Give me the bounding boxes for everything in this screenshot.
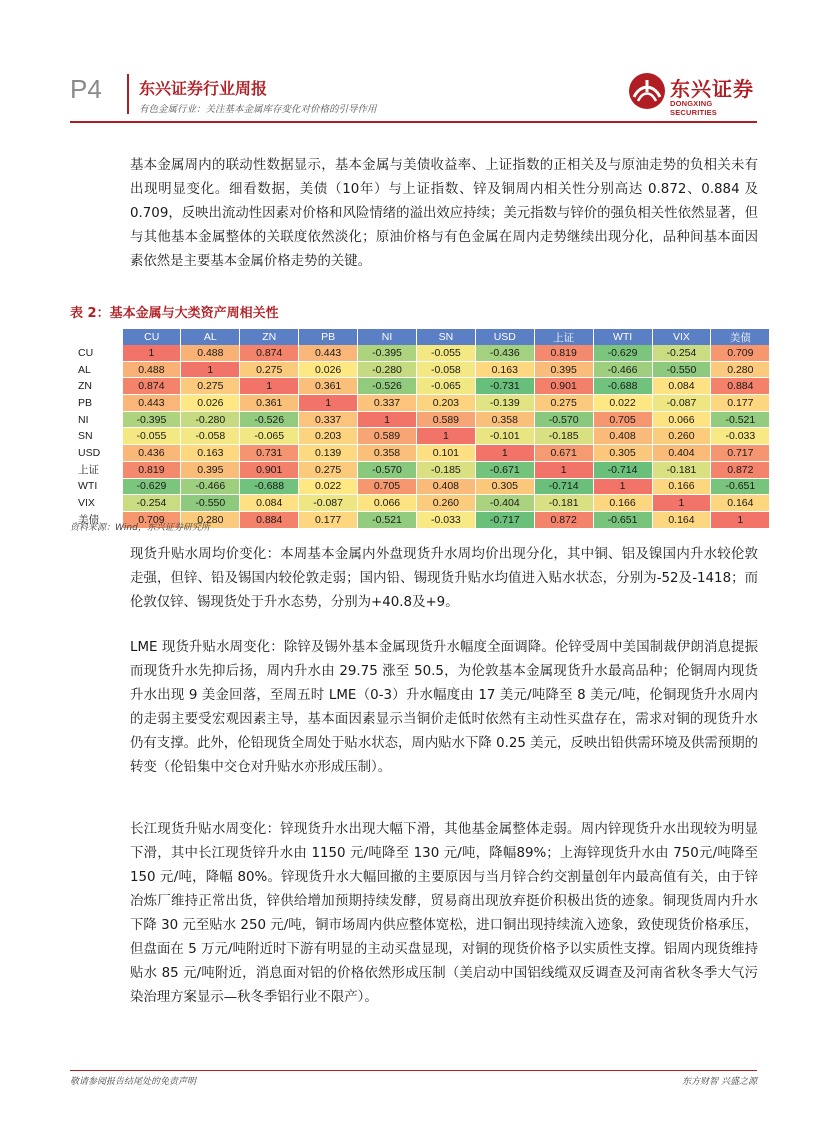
table-cell: 0.395	[534, 361, 593, 378]
table-cell: 0.203	[299, 428, 358, 445]
table-cell: 1	[416, 428, 475, 445]
table-cell: 0.275	[534, 395, 593, 412]
table-cell: 0.901	[240, 461, 299, 478]
table-cell: -0.629	[593, 345, 652, 361]
table-cell: -0.280	[181, 411, 240, 428]
table-cell: -0.717	[475, 511, 534, 528]
column-header: ZN	[240, 329, 299, 345]
table-cell: -0.280	[358, 361, 417, 378]
table-row	[70, 361, 770, 378]
column-header: 美债	[711, 329, 770, 345]
table-cell: -0.550	[652, 361, 711, 378]
table-cell: 0.280	[181, 511, 240, 528]
table-cell: 0.731	[240, 445, 299, 462]
table-cell: -0.466	[181, 478, 240, 495]
table-cell: 0.872	[534, 511, 593, 528]
paragraph-spot-premium: 现货升贴水周均价变化：本周基本金属内外盘现货升水周均价出现分化，其中铜、铝及镍国内升水较伦敦走强，但锌、铅及锡国内较伦敦走弱；国内铅、锡现货升贴水均值进入贴水状态，分别为-52及-1418；而伦敦仅锌、锡现货处于升水态势，分别为+40.8及+9。	[130, 547, 758, 610]
table-cell: 0.337	[358, 395, 417, 412]
table-cell: 0.358	[358, 445, 417, 462]
row-label: VIX	[70, 495, 123, 512]
table-cell: 0.408	[416, 478, 475, 495]
table-cell: 0.884	[240, 511, 299, 528]
table-cell: 0.705	[593, 411, 652, 428]
table-row	[70, 395, 770, 412]
table-cell: 0.305	[475, 478, 534, 495]
table-cell: 0.084	[240, 495, 299, 512]
table-cell: -0.526	[358, 378, 417, 395]
table-row	[70, 411, 770, 428]
table-cell: -0.688	[593, 378, 652, 395]
intro-paragraph: 基本金属周内的联动性数据显示，基本金属与美债收益率、上证指数的正相关及与原油走势的负相关未有出现明显变化。细看数据，美债（10年）与上证指数、锌及铜周内相关性分别高达 0.872、0.884 及 0.709，反映出流动性因素对价格和风险情绪的溢出效应持续；美元指数与锌价的强负相关性依然显著，但与其他基本金属整体的关联度依然淡化；原油价格与有色金属在周内走势继续出现分化，品种间基本面因素依然是主要基本金属价格走势的关键。	[130, 158, 758, 269]
table-row	[70, 478, 770, 495]
table-cell: 0.022	[593, 395, 652, 412]
table-cell: 0.163	[475, 361, 534, 378]
table-cell: 1	[299, 395, 358, 412]
table-cell: -0.521	[358, 511, 417, 528]
column-header: WTI	[593, 329, 652, 345]
row-label: WTI	[70, 478, 123, 495]
table-cell: -0.651	[593, 511, 652, 528]
row-label: 上证	[70, 461, 123, 478]
table-cell: 0.408	[593, 428, 652, 445]
table-cell: -0.055	[123, 428, 181, 445]
table-cell: 0.361	[240, 395, 299, 412]
table-cell: 0.488	[123, 361, 181, 378]
table-source: 资料来源：Wind，东兴证券研究所	[70, 523, 210, 533]
row-label: SN	[70, 428, 123, 445]
table-cell: 0.819	[534, 345, 593, 361]
company-logo	[628, 70, 758, 116]
table-row	[70, 445, 770, 462]
table-cell: -0.058	[416, 361, 475, 378]
table-cell: 0.874	[240, 345, 299, 361]
table-cell: 0.901	[534, 378, 593, 395]
row-label: PB	[70, 395, 123, 412]
table-cell: -0.714	[593, 461, 652, 478]
page-number: P4	[70, 74, 102, 104]
table-cell: 1	[181, 361, 240, 378]
table-cell: 0.275	[181, 378, 240, 395]
table-cell: -0.395	[358, 345, 417, 361]
row-label: CU	[70, 345, 123, 361]
table-cell: -0.181	[652, 461, 711, 478]
table-cell: 0.101	[416, 445, 475, 462]
table-cell: -0.521	[711, 411, 770, 428]
table-cell: 0.164	[711, 495, 770, 512]
table-cell: 0.260	[416, 495, 475, 512]
table-row	[70, 461, 770, 478]
table-cell: -0.651	[711, 478, 770, 495]
table-cell: -0.087	[299, 495, 358, 512]
footer-slogan: 东方财智 兴盛之源	[682, 1077, 757, 1087]
footer-rule	[70, 1070, 757, 1071]
table-cell: -0.055	[416, 345, 475, 361]
column-header: CU	[123, 329, 181, 345]
table-cell: -0.065	[240, 428, 299, 445]
table-cell: 0.709	[711, 345, 770, 361]
table-cell: 0.819	[123, 461, 181, 478]
table-cell: 0.884	[711, 378, 770, 395]
table-cell: 1	[240, 378, 299, 395]
table-cell: 1	[358, 411, 417, 428]
column-header: PB	[299, 329, 358, 345]
table-cell: -0.181	[534, 495, 593, 512]
table-cell: 1	[593, 478, 652, 495]
table-cell: -0.185	[534, 428, 593, 445]
column-header: AL	[181, 329, 240, 345]
table-cell: -0.714	[534, 478, 593, 495]
table-cell: 1	[475, 445, 534, 462]
table-cell: 0.022	[299, 478, 358, 495]
table-cell: 0.358	[475, 411, 534, 428]
table-cell: -0.570	[358, 461, 417, 478]
row-label: ZN	[70, 378, 123, 395]
table-cell: 0.589	[416, 411, 475, 428]
table-cell: 0.709	[123, 511, 181, 528]
table-cell: 0.872	[711, 461, 770, 478]
table-row	[70, 345, 770, 361]
footer-disclaimer: 敬请参阅报告结尾处的免责声明	[70, 1077, 197, 1087]
table-cell: -0.688	[240, 478, 299, 495]
table-cell: 0.260	[652, 428, 711, 445]
table-cell: 0.589	[358, 428, 417, 445]
table-cell: -0.139	[475, 395, 534, 412]
table-caption: 表 2：基本金属与大类资产周相关性	[70, 306, 279, 321]
table-cell: -0.101	[475, 428, 534, 445]
table-cell: 1	[123, 345, 181, 361]
report-subtitle: 有色金属行业：关注基本金属库存变化对价格的引导作用	[139, 104, 377, 115]
table-cell: 0.337	[299, 411, 358, 428]
table-cell: 0.280	[711, 361, 770, 378]
table-row	[70, 495, 770, 512]
paragraph-lme-premium: LME 现货升贴水周变化：除锌及锡外基本金属现货升水幅度全面调降。伦锌受周中美国制裁伊朗消息提振而现货升水先抑后扬，周内升水由 29.75 涨至 50.5，为伦敦基本金属现货升水最高品种；伦铜周内现货升水出现 9 美金回落，至周五时 LME（0-3）升水幅度由 17 美元/吨降至 8 美元/吨，伦铜现货升水周内的走弱主要受宏观因素主导，基本面因素显示当铜价走低时依然有主动性买盘存在，需求对铜的现货升水仍有支撑。此外，伦铅现货全周处于贴水状态，周内贴水下降 0.25 美元，反映出铅供需环境及供需预期的转变（伦铅集中交仓对升贴水亦形成压制）。	[130, 640, 758, 775]
table-cell: 0.436	[123, 445, 181, 462]
table-cell: -0.033	[416, 511, 475, 528]
table-cell: -0.404	[475, 495, 534, 512]
table-cell: 0.066	[652, 411, 711, 428]
table-cell: 0.275	[299, 461, 358, 478]
column-header: USD	[475, 329, 534, 345]
table-cell: -0.254	[652, 345, 711, 361]
table-cell: -0.058	[181, 428, 240, 445]
table-cell: 0.163	[181, 445, 240, 462]
table-cell: -0.526	[240, 411, 299, 428]
table-cell: 0.166	[652, 478, 711, 495]
table-cell: 0.404	[652, 445, 711, 462]
table-cell: 0.705	[358, 478, 417, 495]
table-cell: 0.717	[711, 445, 770, 462]
table-cell: -0.671	[475, 461, 534, 478]
logo-text-cn: 东兴证券	[670, 77, 754, 101]
table-cell: 0.166	[593, 495, 652, 512]
table-cell: 0.305	[593, 445, 652, 462]
row-label: USD	[70, 445, 123, 462]
row-label: 美债	[70, 511, 123, 528]
table-cell: -0.731	[475, 378, 534, 395]
report-title: 东兴证券行业周报	[139, 79, 268, 98]
table-cell: -0.629	[123, 478, 181, 495]
table-cell: 1	[652, 495, 711, 512]
table-cell: 0.443	[123, 395, 181, 412]
table-cell: 0.139	[299, 445, 358, 462]
table-cell: -0.065	[416, 378, 475, 395]
table-cell: -0.466	[593, 361, 652, 378]
table-cell: 0.488	[181, 345, 240, 361]
table-cell: 0.026	[181, 395, 240, 412]
table-cell: 0.874	[123, 378, 181, 395]
table-cell: -0.185	[416, 461, 475, 478]
table-cell: 0.671	[534, 445, 593, 462]
table-row	[70, 378, 770, 395]
header-accent-bar	[127, 74, 129, 114]
table-cell: 0.275	[240, 361, 299, 378]
table-cell: -0.254	[123, 495, 181, 512]
table-cell: -0.087	[652, 395, 711, 412]
paragraph-changjiang-premium: 长江现货升贴水周变化：锌现货升水出现大幅下滑，其他基金属整体走弱。周内锌现货升水出现较为明显下滑，其中长江现货锌升水由 1150 元/吨降至 130 元/吨，降幅89%；上海锌现货升水由 750元/吨降至 150 元/吨，降幅 80%。锌现货升水大幅回撤的主要原因与当月锌合约交割量创年内最高值有关，由于锌冶炼厂维持正常出货，锌供给增加预期持续发酵，贸易商出现放弃挺价积极出货的迹象。铜现货周内升水下降 30 元至贴水 250 元/吨，铜市场周内供应整体宽松，进口铜出现持续流入迹象，致使现货价格承压，但盘面在 5 万元/吨附近时下游有明显的主动买盘显现，对铜的现货价格予以实质性支撑。铝周内现货维持贴水 85 元/吨附近，消息面对铝的价格依然形成压制（美启动中国铝线缆双反调查及河南省秋冬季大气污染治理方案显示—秋冬季铝行业不限产）。	[130, 822, 758, 1005]
table-cell: 0.203	[416, 395, 475, 412]
table-cell: -0.550	[181, 495, 240, 512]
table-cell: 1	[711, 511, 770, 528]
column-header: NI	[358, 329, 417, 345]
table-cell: 0.177	[711, 395, 770, 412]
table-cell: 1	[534, 461, 593, 478]
column-header: SN	[416, 329, 475, 345]
table-header-row	[70, 329, 770, 345]
column-header: VIX	[652, 329, 711, 345]
table-cell: 0.026	[299, 361, 358, 378]
table-cell: -0.436	[475, 345, 534, 361]
logo-text-en: DONGXING SECURITIES	[670, 99, 718, 117]
table-corner	[70, 329, 123, 345]
table-cell: -0.033	[711, 428, 770, 445]
column-header: 上证	[534, 329, 593, 345]
row-label: NI	[70, 411, 123, 428]
table-cell: 0.084	[652, 378, 711, 395]
correlation-table	[70, 329, 770, 529]
table-cell: 0.066	[358, 495, 417, 512]
table-cell: 0.443	[299, 345, 358, 361]
table-row	[70, 428, 770, 445]
logo-mark-icon	[628, 72, 666, 110]
row-label: AL	[70, 361, 123, 378]
table-cell: -0.395	[123, 411, 181, 428]
table-cell: 0.361	[299, 378, 358, 395]
table-cell: -0.570	[534, 411, 593, 428]
table-cell: 0.177	[299, 511, 358, 528]
table-cell: 0.164	[652, 511, 711, 528]
header-rule	[70, 121, 757, 123]
table-cell: 0.395	[181, 461, 240, 478]
